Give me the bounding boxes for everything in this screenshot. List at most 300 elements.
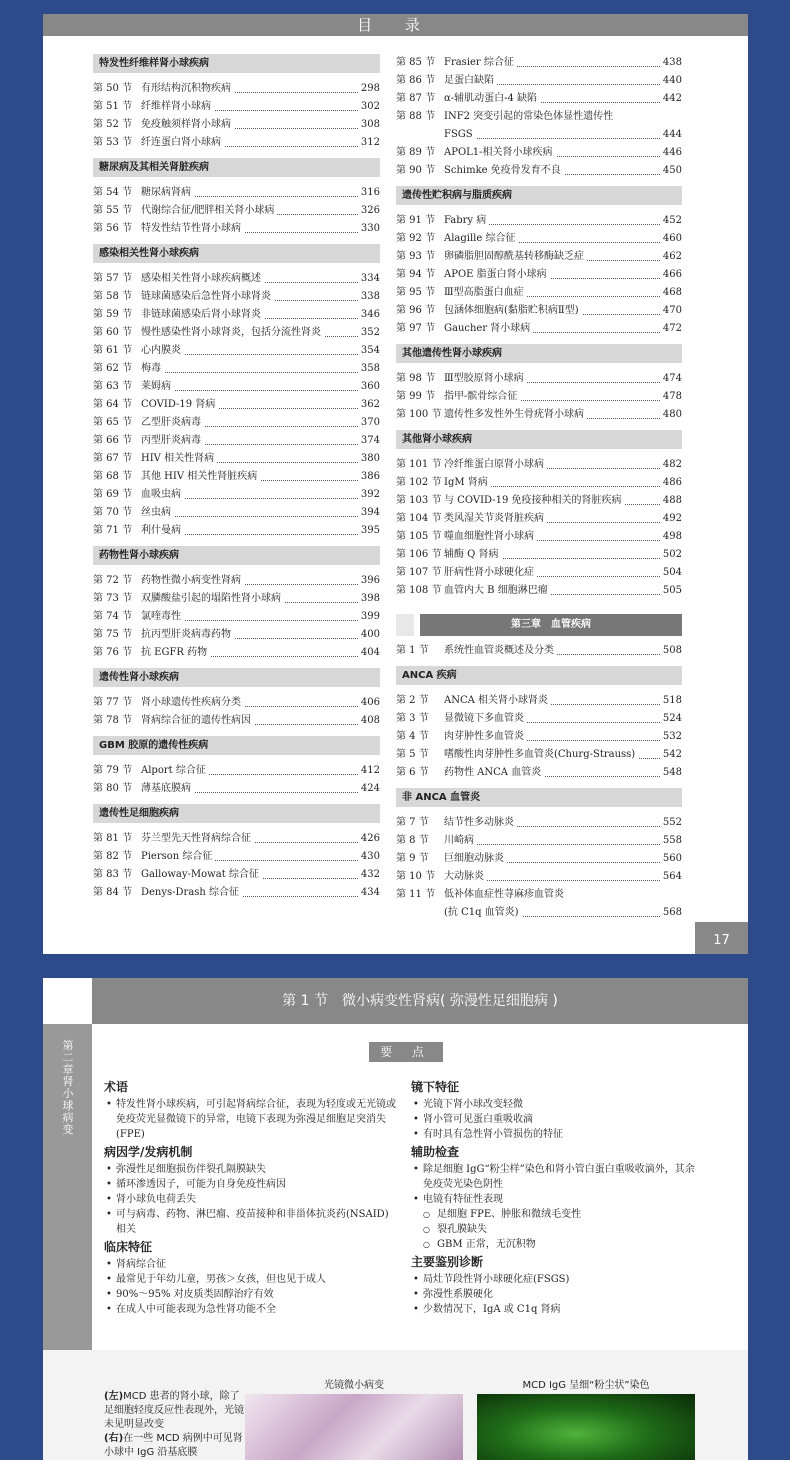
toc-entry-title: Schimke 免疫骨发育不良 bbox=[444, 165, 564, 176]
toc-category: 遗传性足细胞疾病 bbox=[93, 804, 380, 823]
toc-entry-page: 532 bbox=[660, 728, 682, 746]
toc-entry-title: α-辅肌动蛋白-4 缺陷 bbox=[444, 93, 540, 104]
toc-entry[interactable] bbox=[396, 868, 682, 886]
key-point-item: • 可与病毒、药物、淋巴瘤、疫苗接种和非甾体抗炎药(NSAID)相关 bbox=[104, 1207, 396, 1237]
toc-category: 药物性肾小球疾病 bbox=[93, 546, 380, 565]
key-points-left bbox=[104, 1078, 396, 1320]
toc-entry[interactable] bbox=[396, 370, 682, 388]
toc-entry-page: 424 bbox=[358, 780, 380, 798]
toc-entry-page: 432 bbox=[358, 866, 380, 884]
toc-entry[interactable] bbox=[396, 284, 682, 302]
key-point-list bbox=[104, 1162, 396, 1237]
toc-entry[interactable] bbox=[93, 848, 380, 866]
toc-entry-page: 370 bbox=[358, 414, 380, 432]
light-microscopy-image bbox=[245, 1394, 463, 1460]
toc-entry-section: 第 77 节 bbox=[93, 694, 141, 712]
toc-entry-title: Alport 综合征 bbox=[141, 765, 209, 776]
toc-entry[interactable] bbox=[93, 450, 380, 468]
toc-entry[interactable] bbox=[93, 134, 380, 152]
toc-entry-page: 346 bbox=[358, 306, 380, 324]
toc-entry[interactable] bbox=[93, 590, 380, 608]
toc-entry-section: 第 84 节 bbox=[93, 884, 141, 902]
toc-entry-title: Fabry 病 bbox=[444, 215, 489, 226]
toc-entry-section: 第 106 节 bbox=[396, 546, 444, 564]
toc-entry-section: 第 79 节 bbox=[93, 762, 141, 780]
toc-entry[interactable] bbox=[396, 728, 682, 746]
chapter3-label: 第三章 血管疾病 bbox=[420, 614, 682, 636]
key-point-list bbox=[411, 1272, 701, 1317]
toc-entry-section: 第 57 节 bbox=[93, 270, 141, 288]
key-point-heading: 临床特征 bbox=[104, 1240, 153, 1254]
toc-entry-page: 404 bbox=[358, 644, 380, 662]
toc-category: ANCA 疾病 bbox=[396, 666, 682, 685]
toc-entry-page: 395 bbox=[358, 522, 380, 540]
toc-entry[interactable] bbox=[396, 814, 682, 832]
toc-entry[interactable] bbox=[93, 712, 380, 730]
section-page bbox=[43, 978, 748, 1460]
key-point-heading: 主要鉴别诊断 bbox=[411, 1255, 484, 1269]
toc-entry[interactable] bbox=[396, 474, 682, 492]
toc-category: 其他遗传性肾小球疾病 bbox=[396, 344, 682, 363]
toc-entry-title: 指甲-髌骨综合征 bbox=[444, 391, 520, 402]
toc-entry-section: 第 105 节 bbox=[396, 528, 444, 546]
toc-entry-page: 518 bbox=[660, 692, 682, 710]
toc-entry-section: 第 58 节 bbox=[93, 288, 141, 306]
toc-entry[interactable] bbox=[93, 572, 380, 590]
toc-entry-section: 第 9 节 bbox=[396, 850, 444, 868]
toc-entry[interactable] bbox=[396, 54, 682, 72]
toc-entry[interactable] bbox=[93, 306, 380, 324]
page-number: 17 bbox=[695, 922, 748, 954]
toc-entry-page: 394 bbox=[358, 504, 380, 522]
toc-entry-section: 第 92 节 bbox=[396, 230, 444, 248]
toc-entry-page: 326 bbox=[358, 202, 380, 220]
toc-entry[interactable] bbox=[93, 220, 380, 238]
key-point-list bbox=[411, 1097, 701, 1142]
toc-entry-section: 第 68 节 bbox=[93, 468, 141, 486]
toc-entry-section: 第 108 节 bbox=[396, 582, 444, 600]
key-point-heading: 术语 bbox=[104, 1080, 129, 1094]
caption-left-text: MCD 患者的肾小球，除了足细胞轻度反应性表现外，光镜未见明显改变 bbox=[104, 1391, 244, 1430]
toc-entry-section: 第 1 节 bbox=[396, 642, 444, 660]
toc-entry-title: 遗传性多发性外生骨疣肾小球病 bbox=[444, 409, 587, 420]
toc-entry-title: Denys-Drash 综合征 bbox=[141, 887, 242, 898]
toc-entry[interactable] bbox=[93, 884, 380, 902]
toc-entry-section: 第 52 节 bbox=[93, 116, 141, 134]
toc-entry-section: 第 78 节 bbox=[93, 712, 141, 730]
toc-entry[interactable] bbox=[396, 510, 682, 528]
toc-entry-title: FSGS bbox=[396, 129, 476, 140]
toc-entry-section: 第 73 节 bbox=[93, 590, 141, 608]
toc-entry-section: 第 82 节 bbox=[93, 848, 141, 866]
toc-entry-title: 纤连蛋白肾小球病 bbox=[141, 137, 224, 148]
toc-entry-section: 第 87 节 bbox=[396, 90, 444, 108]
toc-entry-section: 第 54 节 bbox=[93, 184, 141, 202]
toc-entry-title: 血吸虫病 bbox=[141, 489, 184, 500]
toc-entry[interactable] bbox=[396, 564, 682, 582]
toc-entry-title: 有形结构沉积物疾病 bbox=[141, 83, 234, 94]
key-point-item: • 弥漫性足细胞损伤伴裂孔隔膜缺失 bbox=[104, 1162, 396, 1177]
toc-entry-title: 血管内大 B 细胞淋巴瘤 bbox=[444, 585, 551, 596]
toc-entry-title: 大动脉炎 bbox=[444, 871, 487, 882]
toc-entry-page: 558 bbox=[660, 832, 682, 850]
toc-entry-section: 第 100 节 bbox=[396, 406, 444, 424]
toc-entry-title: 心内膜炎 bbox=[141, 345, 184, 356]
toc-entry-section: 第 59 节 bbox=[93, 306, 141, 324]
toc-entry-page: 482 bbox=[660, 456, 682, 474]
toc-entry-section: 第 91 节 bbox=[396, 212, 444, 230]
toc-entry[interactable] bbox=[396, 764, 682, 782]
figure-title-light: 光镜微小病变 bbox=[324, 1380, 384, 1391]
toc-entry-section: 第 8 节 bbox=[396, 832, 444, 850]
key-point-item: • 90%～95% 对皮质类固醇治疗有效 bbox=[104, 1287, 396, 1302]
toc-entry[interactable] bbox=[396, 320, 682, 338]
key-point-item: • 肾病综合征 bbox=[104, 1257, 396, 1272]
toc-entry-title: 辅酶 Q 肾病 bbox=[444, 549, 502, 560]
toc-entry-page: 444 bbox=[660, 126, 682, 144]
toc-entry-page: 312 bbox=[358, 134, 380, 152]
toc-entry-section: 第 7 节 bbox=[396, 814, 444, 832]
toc-entry-title: Gaucher 肾小球病 bbox=[444, 323, 533, 334]
toc-entry[interactable] bbox=[93, 98, 380, 116]
toc-category: 遗传性贮积病与脂质疾病 bbox=[396, 186, 682, 205]
toc-entry[interactable] bbox=[93, 504, 380, 522]
toc-entry[interactable] bbox=[93, 288, 380, 306]
toc-entry-page: 504 bbox=[660, 564, 682, 582]
toc-entry-title: 非链球菌感染后肾小球肾炎 bbox=[141, 309, 264, 320]
toc-entry-section: 第 74 节 bbox=[93, 608, 141, 626]
toc-entry-page: 380 bbox=[358, 450, 380, 468]
toc-entry-title: 纤维样肾小球病 bbox=[141, 101, 214, 112]
toc-entry-page: 406 bbox=[358, 694, 380, 712]
toc-entry-title: Frasier 综合征 bbox=[444, 57, 517, 68]
key-point-item: • 有时具有急性肾小管损伤的特征 bbox=[411, 1127, 701, 1142]
key-point-heading: 辅助检查 bbox=[411, 1145, 460, 1159]
toc-entry-page: 338 bbox=[358, 288, 380, 306]
toc-entry-page: 524 bbox=[660, 710, 682, 728]
toc-category: 感染相关性肾小球疾病 bbox=[93, 244, 380, 263]
toc-entry-page: 330 bbox=[358, 220, 380, 238]
toc-entry[interactable] bbox=[396, 886, 682, 904]
toc-entry-section: 第 67 节 bbox=[93, 450, 141, 468]
key-point-item: • 肾小球负电荷丢失 bbox=[104, 1192, 396, 1207]
toc-entry-page: 452 bbox=[660, 212, 682, 230]
toc-entry-title: 梅毒 bbox=[141, 363, 164, 374]
toc-entry-section: 第 56 节 bbox=[93, 220, 141, 238]
toc-entry-page: 548 bbox=[660, 764, 682, 782]
key-point-item: • 肾小管可见蛋白重吸收滴 bbox=[411, 1112, 701, 1127]
toc-page bbox=[43, 14, 748, 954]
toc-entry-section: 第 4 节 bbox=[396, 728, 444, 746]
toc-entry[interactable] bbox=[93, 626, 380, 644]
toc-entry[interactable] bbox=[93, 270, 380, 288]
toc-entry-page: 374 bbox=[358, 432, 380, 450]
toc-left-column bbox=[93, 54, 380, 908]
toc-entry-page: 502 bbox=[660, 546, 682, 564]
toc-entry-title: 双膦酸盐引起的塌陷性肾小球病 bbox=[141, 593, 284, 604]
toc-entry[interactable] bbox=[396, 528, 682, 546]
toc-entry-title: Ⅲ型高脂蛋白血症 bbox=[444, 287, 527, 298]
key-points-label: 要 点 bbox=[369, 1042, 443, 1062]
toc-entry[interactable] bbox=[396, 710, 682, 728]
toc-entry-title: 代谢综合征/肥胖相关肾小球病 bbox=[141, 205, 277, 216]
toc-entry-title: 利什曼病 bbox=[141, 525, 184, 536]
toc-entry-title: 肝病性肾小球硬化症 bbox=[444, 567, 537, 578]
toc-entry-page: 568 bbox=[660, 904, 682, 922]
chapter-side-label: 第二章 肾小球病变 bbox=[62, 1039, 74, 1136]
toc-entry[interactable] bbox=[396, 302, 682, 320]
toc-entry-page: 302 bbox=[358, 98, 380, 116]
toc-entry-section: 第 75 节 bbox=[93, 626, 141, 644]
caption-right-tag: (右) bbox=[104, 1433, 124, 1444]
toc-entry-title: 川崎病 bbox=[444, 835, 477, 846]
toc-entry-title: HIV 相关性肾病 bbox=[141, 453, 217, 464]
toc-entry-title: 糖尿病肾病 bbox=[141, 187, 194, 198]
section-title: 第 1 节 微小病变性肾病( 弥漫性足细胞病 ) bbox=[92, 978, 748, 1024]
toc-entry[interactable] bbox=[396, 746, 682, 764]
toc-entry-page: 392 bbox=[358, 486, 380, 504]
toc-entry-page: 486 bbox=[660, 474, 682, 492]
toc-entry-page: 488 bbox=[660, 492, 682, 510]
toc-entry[interactable] bbox=[93, 184, 380, 202]
toc-entry[interactable] bbox=[396, 126, 682, 144]
toc-category: 其他肾小球疾病 bbox=[396, 430, 682, 449]
toc-entry-section: 第 64 节 bbox=[93, 396, 141, 414]
toc-entry[interactable] bbox=[396, 492, 682, 510]
toc-entry-section: 第 83 节 bbox=[93, 866, 141, 884]
toc-entry-title: APOE 脂蛋白肾小球病 bbox=[444, 269, 550, 280]
toc-entry[interactable] bbox=[93, 80, 380, 98]
toc-entry-section: 第 102 节 bbox=[396, 474, 444, 492]
toc-category: 遗传性肾小球疾病 bbox=[93, 668, 380, 687]
key-point-heading: 病因学/发病机制 bbox=[104, 1145, 193, 1159]
toc-entry-page: 462 bbox=[660, 248, 682, 266]
toc-entry[interactable] bbox=[93, 644, 380, 662]
toc-entry-section: 第 66 节 bbox=[93, 432, 141, 450]
toc-entry-page: 468 bbox=[660, 284, 682, 302]
toc-entry-page: 472 bbox=[660, 320, 682, 338]
toc-entry-title: 足蛋白缺陷 bbox=[444, 75, 497, 86]
toc-entry[interactable] bbox=[93, 866, 380, 884]
toc-entry[interactable] bbox=[93, 324, 380, 342]
toc-entry-section: 第 71 节 bbox=[93, 522, 141, 540]
toc-entry-section: 第 85 节 bbox=[396, 54, 444, 72]
key-point-item: • 少数情况下，IgA 或 C1q 肾病 bbox=[411, 1302, 701, 1317]
caption-left-tag: (左) bbox=[104, 1391, 124, 1402]
toc-entry-page: 560 bbox=[660, 850, 682, 868]
toc-entry[interactable] bbox=[396, 108, 682, 126]
toc-entry-section: 第 60 节 bbox=[93, 324, 141, 342]
toc-entry[interactable] bbox=[93, 830, 380, 848]
toc-entry[interactable] bbox=[396, 266, 682, 284]
toc-entry[interactable] bbox=[93, 116, 380, 134]
toc-entry[interactable] bbox=[396, 230, 682, 248]
toc-category: GBM 胶原的遗传性疾病 bbox=[93, 736, 380, 755]
toc-entry-title: 与 COVID-19 免疫接种相关的肾脏疾病 bbox=[444, 495, 625, 506]
toc-entry-section: 第 81 节 bbox=[93, 830, 141, 848]
toc-entry-page: 505 bbox=[660, 582, 682, 600]
toc-entry-page: 308 bbox=[358, 116, 380, 134]
toc-entry-section: 第 98 节 bbox=[396, 370, 444, 388]
toc-entry[interactable] bbox=[396, 406, 682, 424]
toc-entry-section: 第 10 节 bbox=[396, 868, 444, 886]
toc-entry[interactable] bbox=[93, 414, 380, 432]
toc-entry-section: 第 104 节 bbox=[396, 510, 444, 528]
toc-entry-section: 第 72 节 bbox=[93, 572, 141, 590]
toc-entry-page: 396 bbox=[358, 572, 380, 590]
toc-entry[interactable] bbox=[396, 162, 682, 180]
key-point-item: • 光镜下肾小球改变轻微 bbox=[411, 1097, 701, 1112]
toc-entry-page: 542 bbox=[660, 746, 682, 764]
toc-entry[interactable] bbox=[396, 692, 682, 710]
toc-entry[interactable] bbox=[396, 144, 682, 162]
toc-entry-title: 氯喹毒性 bbox=[141, 611, 184, 622]
toc-entry-page: 352 bbox=[358, 324, 380, 342]
toc-entry-page: 298 bbox=[358, 80, 380, 98]
toc-entry-section: 第 94 节 bbox=[396, 266, 444, 284]
toc-entry-page: 386 bbox=[358, 468, 380, 486]
toc-entry-page: 358 bbox=[358, 360, 380, 378]
toc-entry-page: 440 bbox=[660, 72, 682, 90]
toc-entry-section: 第 55 节 bbox=[93, 202, 141, 220]
toc-entry-title: 莱姆病 bbox=[141, 381, 174, 392]
toc-entry-title: 结节性多动脉炎 bbox=[444, 817, 517, 828]
toc-entry-title: Galloway-Mowat 综合征 bbox=[141, 869, 262, 880]
key-point-item: • 在成人中可能表现为急性肾功能不全 bbox=[104, 1302, 396, 1317]
toc-entry-page: 508 bbox=[660, 642, 682, 660]
key-point-item: • 除足细胞 IgG“粉尘样”染色和肾小管白蛋白重吸收滴外，其余免疫荧光染色阴性 bbox=[411, 1162, 701, 1192]
toc-entry-page: 442 bbox=[660, 90, 682, 108]
toc-entry-page: 466 bbox=[660, 266, 682, 284]
toc-entry-page: 362 bbox=[358, 396, 380, 414]
toc-entry-title: 系统性血管炎概述及分类 bbox=[444, 645, 557, 656]
toc-entry-title: ANCA 相关肾小球肾炎 bbox=[444, 695, 551, 706]
toc-entry-title: (抗 C1q 血管炎) bbox=[396, 907, 522, 918]
toc-entry-section: 第 2 节 bbox=[396, 692, 444, 710]
toc-category: 非 ANCA 血管炎 bbox=[396, 788, 682, 807]
toc-entry-section: 第 90 节 bbox=[396, 162, 444, 180]
key-point-list bbox=[411, 1162, 701, 1252]
key-point-item: • 弥漫性系膜硬化 bbox=[411, 1287, 701, 1302]
toc-entry-section: 第 103 节 bbox=[396, 492, 444, 510]
toc-entry-title: 其他 HIV 相关性肾脏疾病 bbox=[141, 471, 260, 482]
toc-entry-title: 肾病综合征的遗传性病因 bbox=[141, 715, 254, 726]
toc-entry-section: 第 63 节 bbox=[93, 378, 141, 396]
toc-entry-title: Pierson 综合征 bbox=[141, 851, 215, 862]
toc-entry[interactable] bbox=[93, 378, 380, 396]
toc-entry[interactable] bbox=[93, 396, 380, 414]
toc-entry-section: 第 51 节 bbox=[93, 98, 141, 116]
toc-entry[interactable] bbox=[396, 904, 682, 922]
toc-entry[interactable] bbox=[93, 486, 380, 504]
toc-entry-page: 360 bbox=[358, 378, 380, 396]
toc-entry-title: 丙型肝炎病毒 bbox=[141, 435, 204, 446]
toc-entry-page: 426 bbox=[358, 830, 380, 848]
toc-entry-section: 第 50 节 bbox=[93, 80, 141, 98]
toc-entry[interactable] bbox=[93, 468, 380, 486]
toc-entry[interactable] bbox=[396, 850, 682, 868]
toc-entry-title: 免疫触须样肾小球病 bbox=[141, 119, 234, 130]
toc-entry[interactable] bbox=[396, 546, 682, 564]
toc-entry[interactable] bbox=[93, 780, 380, 798]
toc-entry[interactable] bbox=[93, 202, 380, 220]
toc-entry-page: 438 bbox=[660, 54, 682, 72]
key-point-list bbox=[104, 1257, 396, 1317]
toc-entry-page: 398 bbox=[358, 590, 380, 608]
toc-entry[interactable] bbox=[93, 342, 380, 360]
key-point-item: • 特发性肾小球疾病，可引起肾病综合征，表现为轻度或无光镜或免疫荧光显微镜下的异常，电镜下表现为弥漫足细胞足突消失(FPE) bbox=[104, 1097, 396, 1142]
toc-entry[interactable] bbox=[396, 642, 682, 660]
toc-entry[interactable] bbox=[396, 90, 682, 108]
toc-header: 目 录 bbox=[43, 14, 748, 36]
toc-entry[interactable] bbox=[93, 432, 380, 450]
toc-entry-title: Alagille 综合征 bbox=[444, 233, 518, 244]
toc-entry-title: 显微镜下多血管炎 bbox=[444, 713, 527, 724]
toc-entry-page: 470 bbox=[660, 302, 682, 320]
toc-entry[interactable] bbox=[396, 456, 682, 474]
toc-entry-section: 第 11 节 bbox=[396, 886, 444, 904]
toc-entry-section: 第 99 节 bbox=[396, 388, 444, 406]
toc-entry[interactable] bbox=[93, 608, 380, 626]
toc-entry-title: 感染相关性肾小球疾病概述 bbox=[141, 273, 264, 284]
toc-entry-page: 460 bbox=[660, 230, 682, 248]
toc-entry-title: 巨细胞动脉炎 bbox=[444, 853, 507, 864]
toc-entry[interactable] bbox=[396, 212, 682, 230]
toc-entry[interactable] bbox=[396, 582, 682, 600]
toc-entry[interactable] bbox=[93, 522, 380, 540]
toc-right-column bbox=[396, 54, 682, 928]
key-points-right bbox=[411, 1078, 701, 1320]
toc-entry-page: 434 bbox=[358, 884, 380, 902]
key-point-subitem: ○ 足细胞 FPE、肿胀和微绒毛变性 bbox=[411, 1207, 701, 1222]
toc-entry[interactable] bbox=[93, 694, 380, 712]
toc-entry[interactable] bbox=[396, 388, 682, 406]
toc-entry-section: 第 53 节 bbox=[93, 134, 141, 152]
toc-entry-page: 412 bbox=[358, 762, 380, 780]
toc-entry-section: 第 107 节 bbox=[396, 564, 444, 582]
toc-entry-section: 第 3 节 bbox=[396, 710, 444, 728]
toc-entry-page: 430 bbox=[358, 848, 380, 866]
toc-entry-title: 特发性结节性肾小球病 bbox=[141, 223, 244, 234]
toc-entry-section: 第 61 节 bbox=[93, 342, 141, 360]
key-point-item: • 局灶节段性肾小球硬化症(FSGS) bbox=[411, 1272, 701, 1287]
figure-title-if: MCD IgG 呈细“粉尘状”染色 bbox=[522, 1380, 650, 1391]
toc-entry-section: 第 70 节 bbox=[93, 504, 141, 522]
toc-entry-page: 492 bbox=[660, 510, 682, 528]
toc-entry[interactable] bbox=[396, 248, 682, 266]
toc-entry-title: 抗丙型肝炎病毒药物 bbox=[141, 629, 234, 640]
toc-entry-title: 链球菌感染后急性肾小球肾炎 bbox=[141, 291, 274, 302]
toc-entry[interactable] bbox=[93, 762, 380, 780]
toc-entry-page: 478 bbox=[660, 388, 682, 406]
toc-entry[interactable] bbox=[93, 360, 380, 378]
toc-entry-section: 第 80 节 bbox=[93, 780, 141, 798]
immunofluorescence-image bbox=[477, 1394, 695, 1460]
toc-entry[interactable] bbox=[396, 72, 682, 90]
toc-entry-section: 第 95 节 bbox=[396, 284, 444, 302]
toc-entry-page: 480 bbox=[660, 406, 682, 424]
toc-entry-page: 446 bbox=[660, 144, 682, 162]
toc-entry-section: 第 69 节 bbox=[93, 486, 141, 504]
toc-entry-title: 乙型肝炎病毒 bbox=[141, 417, 204, 428]
toc-entry-section: 第 101 节 bbox=[396, 456, 444, 474]
toc-entry-title: 包涵体细胞病(黏脂贮积病Ⅱ型) bbox=[444, 305, 582, 316]
toc-entry-section: 第 76 节 bbox=[93, 644, 141, 662]
toc-entry[interactable] bbox=[396, 832, 682, 850]
toc-entry-section: 第 96 节 bbox=[396, 302, 444, 320]
toc-entry-title: 芬兰型先天性肾病综合征 bbox=[141, 833, 254, 844]
toc-entry-section: 第 5 节 bbox=[396, 746, 444, 764]
